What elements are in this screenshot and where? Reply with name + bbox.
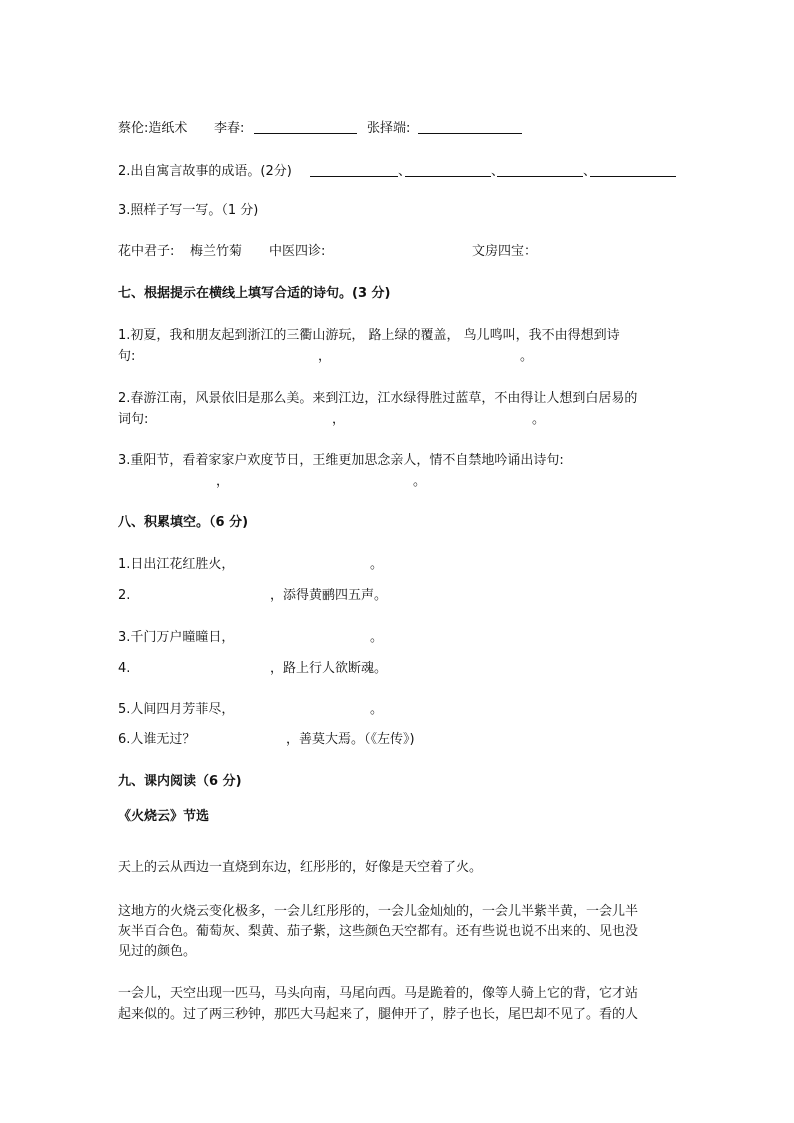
question-example: 3.照样子写一写。（1 分) xyxy=(118,203,259,218)
fill-item-6-post: ，善莫大焉。（《左传》) xyxy=(286,732,415,747)
passage-p3-line2: 起来似的。过了两三秒钟，那匹大马起来了，腿伸开了，脖子也长，尾巴却不见了。看的人 xyxy=(118,1007,639,1022)
passage-p2-line2: 灰半百合色。葡萄灰、梨黄、茄子紫，这些颜色天空都有。还有些说也说不出来的、见也没 xyxy=(118,924,639,939)
separator: 、 xyxy=(583,164,597,179)
comma: ， xyxy=(332,412,346,427)
section-9-title: 九、课内阅读（6 分) xyxy=(118,774,242,789)
fill-item-3-post: 。 xyxy=(370,630,384,645)
poem-q2-line1: 2.春游江南，风景依旧是那么美。来到江边，江水绿得胜过蓝草，不由得让人想到白居易的 xyxy=(118,391,638,406)
section-7-title: 七、根据提示在横线上填写合适的诗句。(3 分) xyxy=(118,286,391,301)
passage-p2-line3: 见过的颜色。 xyxy=(118,944,197,959)
comma: ， xyxy=(216,474,230,489)
fill-item-5-post: 。 xyxy=(370,702,384,717)
passage-title: 《火烧云》节选 xyxy=(118,809,210,824)
period: 。 xyxy=(413,474,427,489)
blank-idiom-3[interactable] xyxy=(497,176,583,177)
poem-q1-line1: 1.初夏，我和朋友起到浙江的三衢山游玩， 路上绿的覆盖， 鸟儿鸣叫，我不由得想到诗 xyxy=(118,328,620,343)
poem-q3-line1: 3.重阳节，看着家家户欢度节日，王维更加思念亲人，情不自禁地吟诵出诗句: xyxy=(118,453,564,468)
separator: 、 xyxy=(491,164,505,179)
blank-zhangzeduan[interactable] xyxy=(418,133,522,134)
fill-item-3-pre: 3.千门万户曈曈日， xyxy=(118,630,235,645)
label-lichun: 李春: xyxy=(214,121,245,136)
fill-item-4-pre: 4. xyxy=(118,661,131,676)
comma: ， xyxy=(318,349,332,364)
fill-item-1-post: 。 xyxy=(370,557,384,572)
fill-item-5-pre: 5.人间四月芳菲尽， xyxy=(118,702,235,717)
fill-item-2-pre: 2. xyxy=(118,588,131,603)
label-flower-gentlemen: 花中君子: xyxy=(118,244,175,259)
period: 。 xyxy=(532,412,546,427)
label-four-treasures: 文房四宝： xyxy=(472,244,538,259)
fill-item-1-pre: 1.日出江花红胜火， xyxy=(118,557,235,572)
period: 。 xyxy=(520,349,534,364)
blank-idiom-1[interactable] xyxy=(310,176,398,177)
passage-p1: 天上的云从西边一直烧到东边，红彤彤的，好像是天空着了火。 xyxy=(118,860,483,875)
inventor-cailun: 蔡伦:造纸术 xyxy=(118,121,188,136)
blank-lichun[interactable] xyxy=(254,133,357,134)
label-chinese-medicine: 中医四诊: xyxy=(269,244,326,259)
fill-item-4-post: ，路上行人欲断魂。 xyxy=(270,661,388,676)
passage-p3-line1: 一会儿，天空出现一匹马，马头向南，马尾向西。马是跪着的，像等人骑上它的背，它才站 xyxy=(118,986,639,1001)
passage-p2-line1: 这地方的火烧云变化极多，一会儿红彤彤的，一会儿金灿灿的，一会儿半紫半黄，一会儿半 xyxy=(118,904,639,919)
section-8-title: 八、积累填空。（6 分) xyxy=(118,515,249,530)
poem-q2-line2: 词句: xyxy=(118,412,149,427)
poem-q1-line2: 句: xyxy=(118,349,136,364)
fill-item-6-pre: 6.人谁无过？ xyxy=(118,732,196,747)
question-idioms: 2.出自寓言故事的成语。(2分) xyxy=(118,164,292,179)
fill-item-2-post: ，添得黄鹂四五声。 xyxy=(270,588,388,603)
label-zhangzeduan: 张择端: xyxy=(367,121,411,136)
blank-idiom-2[interactable] xyxy=(405,176,491,177)
example-answer: 梅兰竹菊 xyxy=(190,244,243,259)
blank-idiom-4[interactable] xyxy=(590,176,676,177)
separator: 、 xyxy=(398,164,412,179)
